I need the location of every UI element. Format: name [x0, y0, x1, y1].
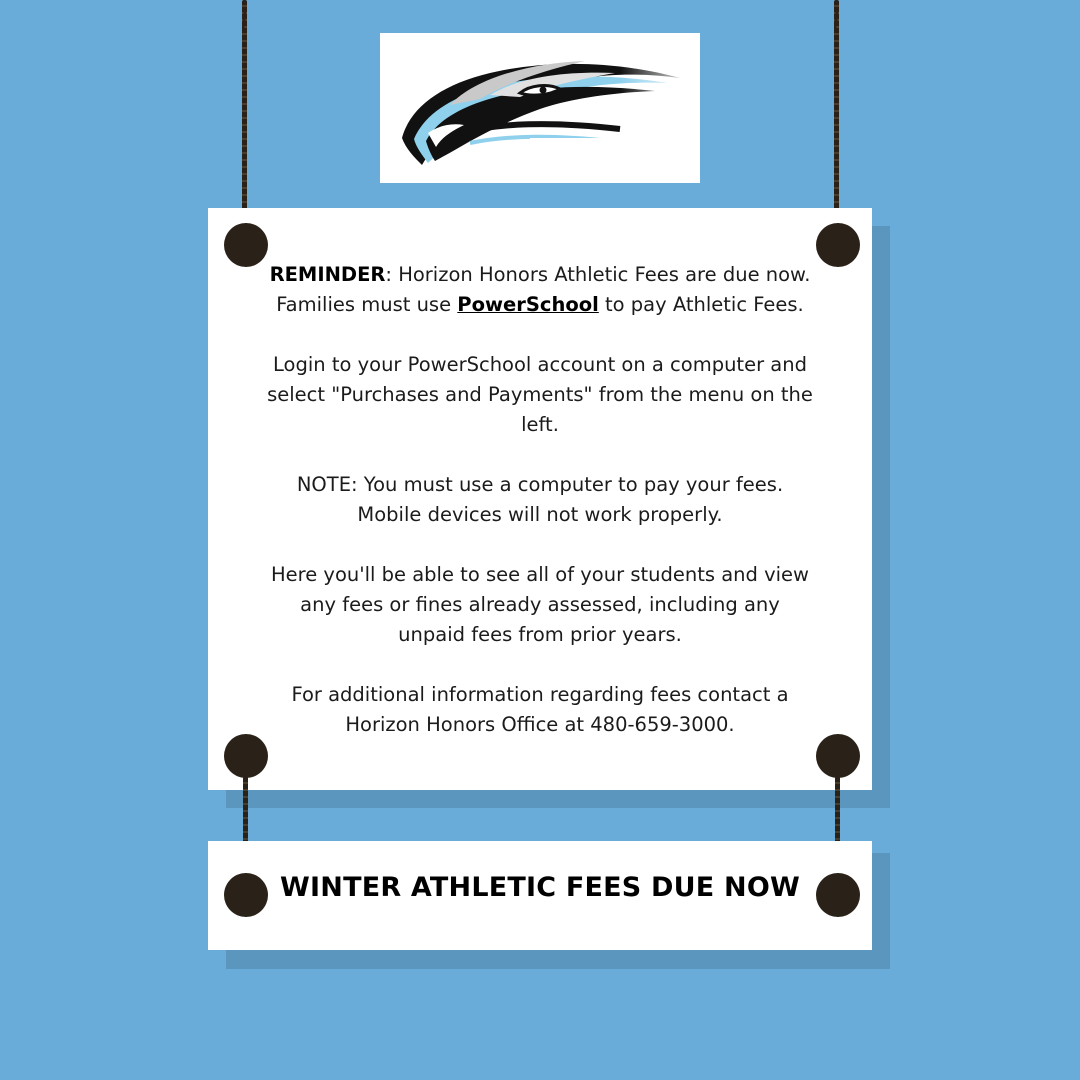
banner-title: WINTER ATHLETIC FEES DUE NOW	[280, 872, 800, 903]
notice-top-right-pin	[816, 223, 860, 267]
right-top-rope	[834, 0, 839, 230]
right-rope-knot-icon	[825, 10, 847, 32]
notice-bottom-right-pin	[816, 734, 860, 778]
contact-paragraph: For additional information regarding fees contact a Horizon Honors Office at 480-659-3000.	[291, 683, 789, 736]
reminder-label: REMINDER	[269, 263, 386, 286]
left-top-rope	[242, 0, 247, 230]
reminder-text-3: to pay Athletic Fees.	[598, 293, 804, 316]
login-paragraph: Login to your PowerSchool account on a computer and select "Purchases and Payments" from the menu on the left.	[267, 353, 813, 436]
notice-body	[248, 260, 832, 770]
banner-card	[208, 841, 872, 950]
reminder-text-2: Families must use	[276, 293, 458, 316]
note-paragraph: NOTE: You must use a computer to pay your fees. Mobile devices will not work properly.	[296, 473, 784, 526]
powerschool-link[interactable]: PowerSchool	[457, 293, 599, 316]
reminder-paragraph	[248, 260, 832, 320]
banner-left-pin	[224, 873, 268, 917]
left-rope-knot-icon	[233, 10, 255, 32]
hawk-head-logo-icon	[380, 33, 700, 183]
notice-card	[208, 208, 872, 790]
notice-top-left-pin	[224, 223, 268, 267]
notice-bottom-left-pin	[224, 734, 268, 778]
banner-right-pin	[816, 873, 860, 917]
reminder-text-1: : Horizon Honors Athletic Fees are due now.	[385, 263, 811, 286]
school-logo	[380, 33, 700, 183]
students-paragraph: Here you'll be able to see all of your students and view any fees or fines already assessed, including any unpaid fees from prior years.	[270, 563, 810, 646]
